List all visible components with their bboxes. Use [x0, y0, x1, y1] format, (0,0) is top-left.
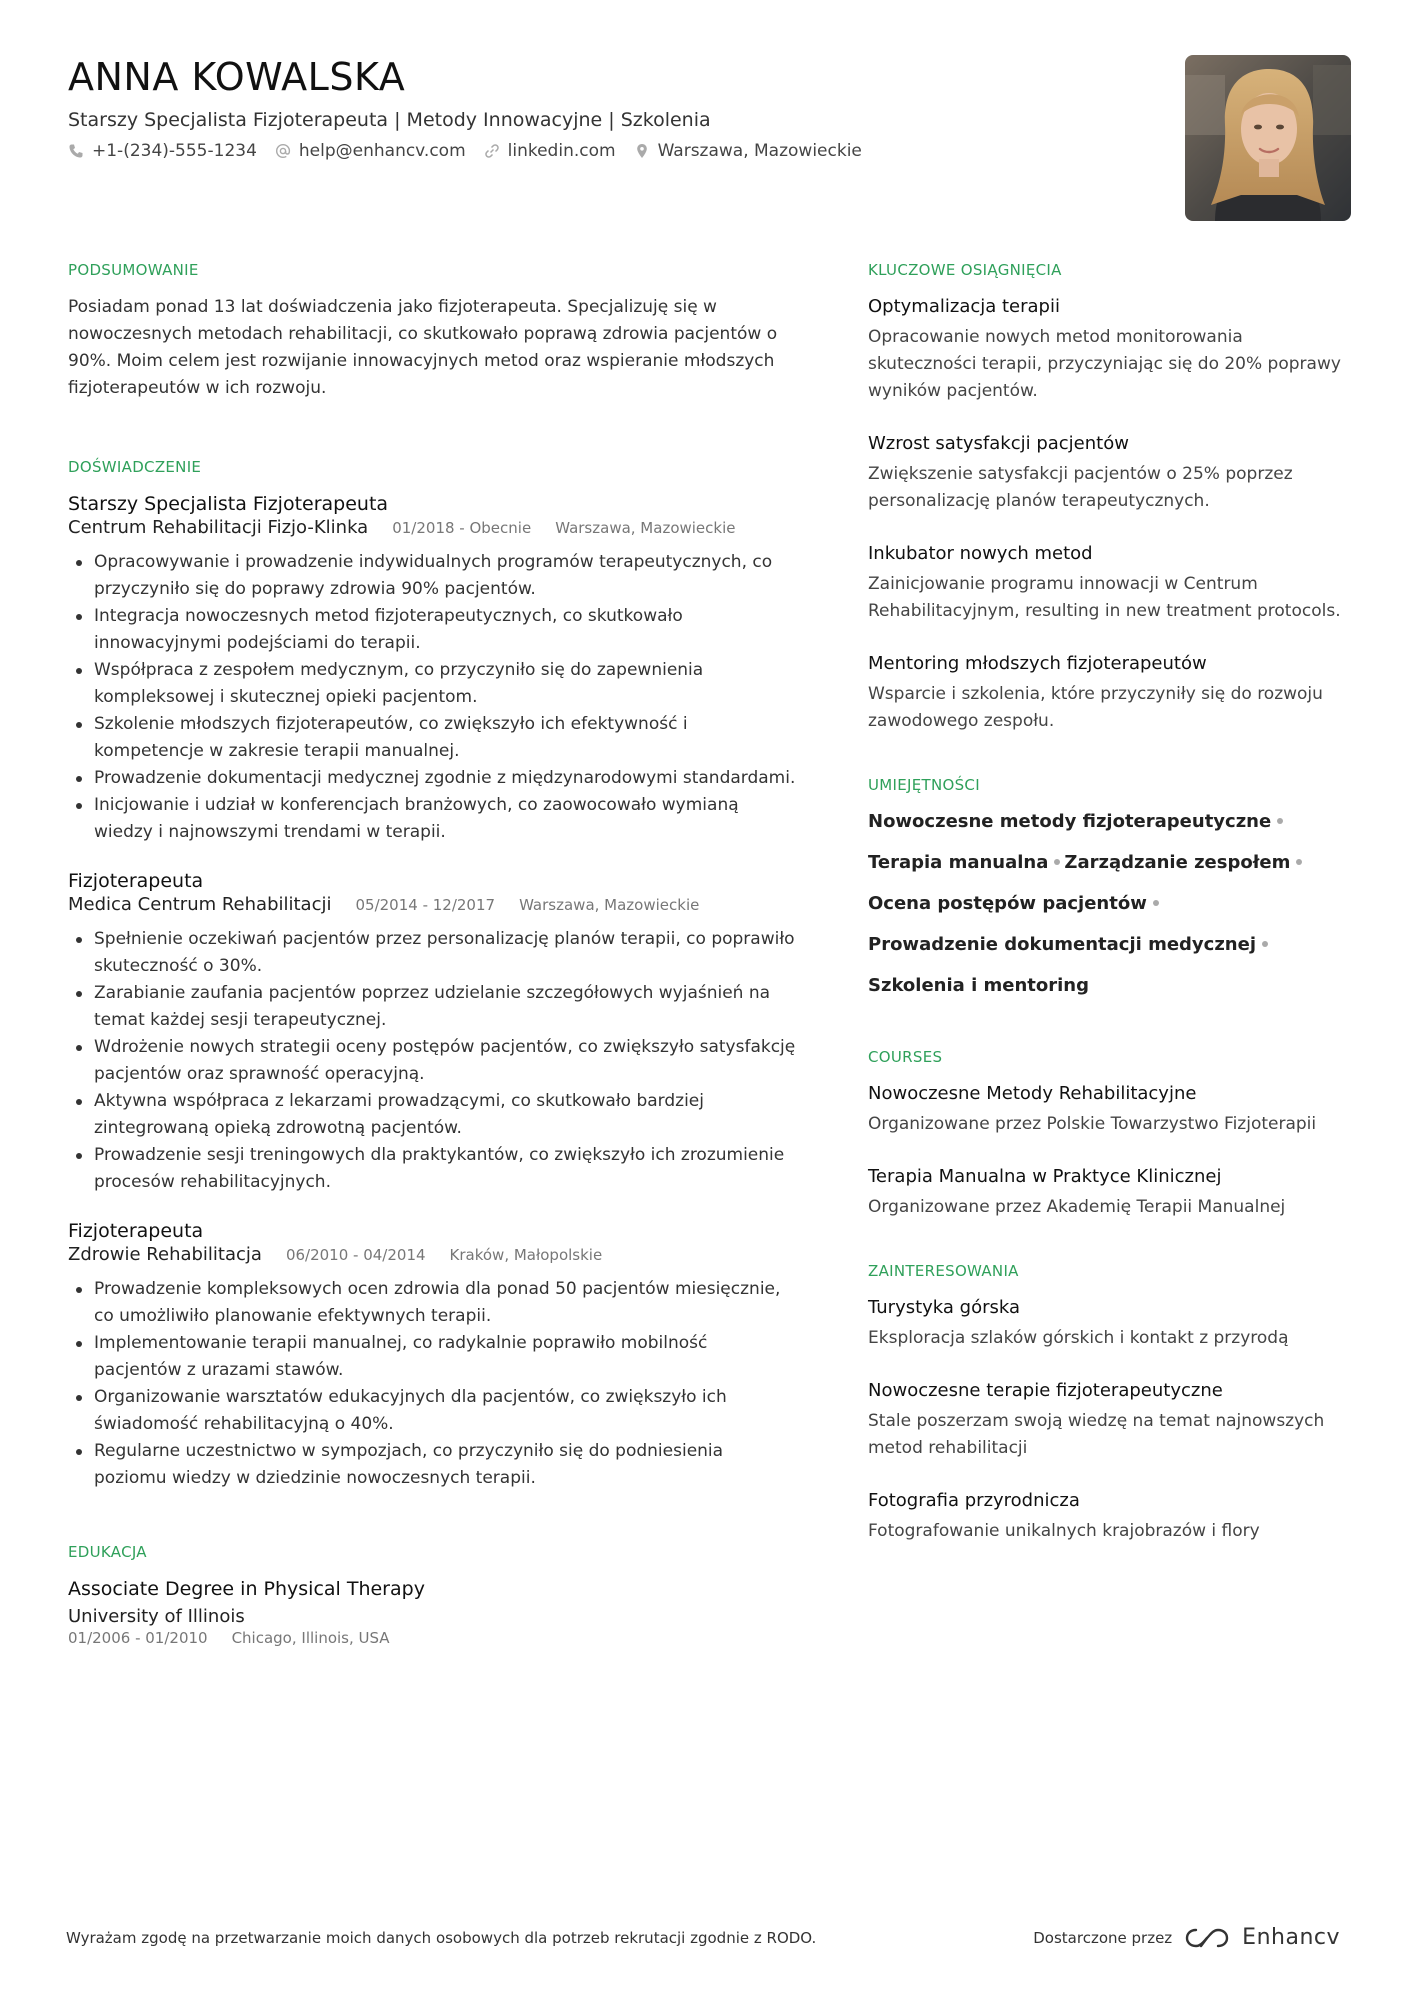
- achievement-item: [868, 541, 1348, 625]
- job-bullet: Implementowanie terapii manualnej, co radykalnie poprawiło mobilność pacjentów z urazami stawów.: [68, 1330, 798, 1384]
- gdpr-consent-text: Wyrażam zgodę na przetwarzanie moich danych osobowych dla potrzeb rekrutacji zgodnie z RODO.: [66, 1928, 817, 1947]
- skill-separator-dot: [1277, 818, 1283, 824]
- right-column: [868, 260, 1348, 1571]
- job-entry: [68, 868, 798, 1196]
- interest-title: Fotografia przyrodnicza: [868, 1490, 1080, 1511]
- achievement-item: [868, 294, 1348, 405]
- job-dates: 01/2018 - Obecnie: [392, 519, 532, 537]
- achievement-desc: Opracowanie nowych metod monitorowania skuteczności terapii, przyczyniając się do 20% poprawy wyników pacjentów.: [868, 327, 1341, 401]
- job-bullet: Prowadzenie dokumentacji medycznej zgodnie z międzynarodowymi standardami.: [68, 765, 798, 792]
- achievement-desc: Zwiększenie satysfakcji pacjentów o 25% poprzez personalizację planów terapeutycznych.: [868, 464, 1293, 511]
- contact-location: [634, 141, 862, 161]
- skill-tag: Zarządzanie zespołem: [1064, 852, 1291, 873]
- skill-line: [868, 932, 1348, 958]
- skill-separator-dot: [1296, 859, 1302, 865]
- section-title-interests: ZAINTERESOWANIA: [868, 1262, 1019, 1280]
- edu-meta: [68, 1628, 798, 1648]
- achievement-title: Inkubator nowych metod: [868, 543, 1093, 564]
- skill-separator-dot: [1153, 900, 1159, 906]
- achievement-title: Optymalizacja terapii: [868, 296, 1060, 317]
- job-title: Fizjoterapeuta: [68, 870, 204, 892]
- skill-line: [868, 891, 1348, 917]
- course-item: [868, 1164, 1348, 1221]
- job-bullet: Szkolenie młodszych fizjoterapeutów, co zwiększyło ich efektywność i kompetencje w zakresie terapii manualnej.: [68, 711, 798, 765]
- interest-desc: Stale poszerzam swoją wiedzę na temat najnowszych metod rehabilitacji: [868, 1411, 1325, 1458]
- job-meta: [68, 517, 798, 539]
- achievement-title: Wzrost satysfakcji pacjentów: [868, 433, 1129, 454]
- job-bullet: Zarabianie zaufania pacjentów poprzez udzielanie szczegółowych wyjaśnień na temat każdej sesji terapeutycznej.: [68, 980, 798, 1034]
- interest-desc: Fotografowanie unikalnych krajobrazów i flory: [868, 1521, 1260, 1541]
- job-meta: [68, 894, 798, 916]
- job-entry: [68, 491, 798, 846]
- contact-phone[interactable]: [68, 141, 257, 161]
- candidate-tagline: Starszy Specjalista Fizjoterapeuta | Metody Innowacyjne | Szkolenia: [68, 109, 711, 131]
- powered-by-label: Dostarczone przez: [1033, 1928, 1173, 1947]
- job-bullet: Aktywna współpraca z lekarzami prowadzącymi, co skutkowało bardziej zintegrowaną opieką zdrowotną pacjentów.: [68, 1088, 798, 1142]
- skill-tag: Nowoczesne metody fizjoterapeutyczne: [868, 811, 1272, 832]
- at-icon: [275, 143, 291, 159]
- job-title: Fizjoterapeuta: [68, 1220, 204, 1242]
- left-column: [68, 260, 798, 1648]
- section-title-skills: UMIEJĘTNOŚCI: [868, 776, 980, 794]
- job-bullets: [68, 549, 798, 846]
- job-bullet: Integracja nowoczesnych metod fizjoterapeutycznych, co skutkowało innowacyjnymi podejściami do terapii.: [68, 603, 798, 657]
- experience-section: [68, 457, 798, 1492]
- job-entry: [68, 1218, 798, 1492]
- job-bullet: Regularne uczestnictwo w sympozjach, co przyczyniło się do podniesienia poziomu wiedzy w dziedzinie nowoczesnych terapii.: [68, 1438, 798, 1492]
- achievement-desc: Zainicjowanie programu innowacji w Centrum Rehabilitacyjnym, resulting in new treatment protocols.: [868, 574, 1341, 621]
- skill-separator-dot: [1262, 941, 1268, 947]
- job-title: Starszy Specjalista Fizjoterapeuta: [68, 493, 389, 515]
- job-company: Zdrowie Rehabilitacja: [68, 1244, 262, 1265]
- job-bullets: [68, 926, 798, 1196]
- achievements-section: [868, 260, 1348, 735]
- email-text: help@enhancv.com: [298, 141, 466, 161]
- job-bullet: Wdrożenie nowych strategii oceny postępów pacjentów, co zwiększyło satysfakcję pacjentów oraz sprawność operacyjną.: [68, 1034, 798, 1088]
- achievement-title: Mentoring młodszych fizjoterapeutów: [868, 653, 1207, 674]
- course-title: Terapia Manualna w Praktyce Klinicznej: [868, 1166, 1222, 1187]
- job-bullets: [68, 1276, 798, 1492]
- contact-linkedin[interactable]: [484, 141, 616, 161]
- job-bullet: Prowadzenie sesji treningowych dla praktykantów, co zwiększyło ich zrozumienie procesów rehabilitacyjnych.: [68, 1142, 798, 1196]
- job-location: Warszawa, Mazowieckie: [519, 896, 700, 914]
- enhancv-logo-icon: [1184, 1926, 1230, 1950]
- skill-tag: Prowadzenie dokumentacji medycznej: [868, 934, 1257, 955]
- interest-title: Nowoczesne terapie fizjoterapeutyczne: [868, 1380, 1223, 1401]
- job-company: Medica Centrum Rehabilitacji: [68, 894, 332, 915]
- job-bullet: Inicjowanie i udział w konferencjach branżowych, co zaowocowało wymianą wiedzy i najnowszymi trendami w terapii.: [68, 792, 798, 846]
- contact-email[interactable]: [275, 141, 466, 161]
- location-text: Warszawa, Mazowieckie: [657, 141, 862, 161]
- profile-photo: [1185, 55, 1351, 221]
- interest-item: [868, 1378, 1348, 1462]
- skill-tag: Terapia manualna: [868, 852, 1049, 873]
- interest-item: [868, 1295, 1348, 1352]
- candidate-name: ANNA KOWALSKA: [68, 55, 406, 99]
- achievement-item: [868, 651, 1348, 735]
- edu-location: Chicago, Illinois, USA: [231, 1629, 390, 1647]
- edu-degree: Associate Degree in Physical Therapy: [68, 1578, 425, 1600]
- resume-header: [68, 52, 1148, 161]
- section-title-experience: DOŚWIADCZENIE: [68, 458, 202, 476]
- course-item: [868, 1081, 1348, 1138]
- link-icon: [484, 143, 500, 159]
- section-title-courses: COURSES: [868, 1048, 943, 1066]
- powered-by[interactable]: [1033, 1925, 1340, 1950]
- achievement-desc: Wsparcie i szkolenia, które przyczyniły się do rozwoju zawodowego zespołu.: [868, 684, 1323, 731]
- section-title-summary: PODSUMOWANIE: [68, 261, 199, 279]
- edu-dates: 01/2006 - 01/2010: [68, 1629, 208, 1647]
- skill-separator-dot: [1054, 859, 1060, 865]
- education-section: [68, 1542, 798, 1648]
- interest-item: [868, 1488, 1348, 1545]
- job-location: Kraków, Małopolskie: [449, 1246, 603, 1264]
- achievement-item: [868, 431, 1348, 515]
- interest-title: Turystyka górska: [868, 1297, 1021, 1318]
- job-bullet: Spełnienie oczekiwań pacjentów przez personalizację planów terapii, co poprawiło skuteczność o 30%.: [68, 926, 798, 980]
- summary-section: [68, 260, 798, 402]
- job-dates: 06/2010 - 04/2014: [285, 1246, 426, 1264]
- skill-tag: Szkolenia i mentoring: [868, 975, 1090, 996]
- skill-line: [868, 809, 1348, 835]
- enhancv-brand-name: Enhancv: [1242, 1925, 1340, 1950]
- skill-line: [868, 973, 1348, 999]
- course-title: Nowoczesne Metody Rehabilitacyjne: [868, 1083, 1197, 1104]
- page-footer: [66, 1925, 1340, 1950]
- job-company: Centrum Rehabilitacji Fizjo-Klinka: [68, 517, 369, 538]
- courses-section: [868, 1047, 1348, 1221]
- job-bullet: Współpraca z zespołem medycznym, co przyczyniło się do zapewnienia kompleksowej i skutecznej opieki pacjentom.: [68, 657, 798, 711]
- job-bullet: Prowadzenie kompleksowych ocen zdrowia dla ponad 50 pacjentów miesięcznie, co umożliwiło planowanie efektywnych terapii.: [68, 1276, 798, 1330]
- interest-desc: Eksploracja szlaków górskich i kontakt z przyrodą: [868, 1328, 1289, 1348]
- job-location: Warszawa, Mazowieckie: [555, 519, 736, 537]
- section-title-achievements: KLUCZOWE OSIĄGNIĘCIA: [868, 261, 1062, 279]
- phone-text: +1-(234)-555-1234: [92, 141, 257, 161]
- job-bullet: Organizowanie warsztatów edukacyjnych dla pacjentów, co zwiększyło ich świadomość rehabilitacyjną o 40%.: [68, 1384, 798, 1438]
- section-title-education: EDUKACJA: [68, 1543, 147, 1561]
- skill-tag: Ocena postępów pacjentów: [868, 893, 1147, 914]
- job-bullet: Opracowywanie i prowadzenie indywidualnych programów terapeutycznych, co przyczyniło się do poprawy zdrowia 90% pacjentów.: [68, 549, 798, 603]
- skills-section: [868, 775, 1348, 999]
- course-desc: Organizowane przez Akademię Terapii Manualnej: [868, 1197, 1286, 1217]
- edu-school: University of Illinois: [68, 1606, 245, 1627]
- summary-text: Posiadam ponad 13 lat doświadczenia jako fizjoterapeuta. Specjalizuję się w nowoczesnych metodach rehabilitacji, co skutkowało poprawą zdrowia pacjentów o 90%. Moim celem jest rozwijanie innowacyjnych metod oraz wspieranie młodszych fizjoterapeutów w ich rozwoju.: [68, 297, 778, 398]
- interests-section: [868, 1261, 1348, 1545]
- course-desc: Organizowane przez Polskie Towarzystwo Fizjoterapii: [868, 1114, 1317, 1134]
- phone-icon: [68, 143, 84, 159]
- linkedin-text: linkedin.com: [507, 141, 616, 161]
- skill-line: [868, 850, 1348, 876]
- job-dates: 05/2014 - 12/2017: [355, 896, 496, 914]
- location-pin-icon: [634, 143, 650, 159]
- job-meta: [68, 1244, 798, 1266]
- contact-row: [68, 141, 1148, 161]
